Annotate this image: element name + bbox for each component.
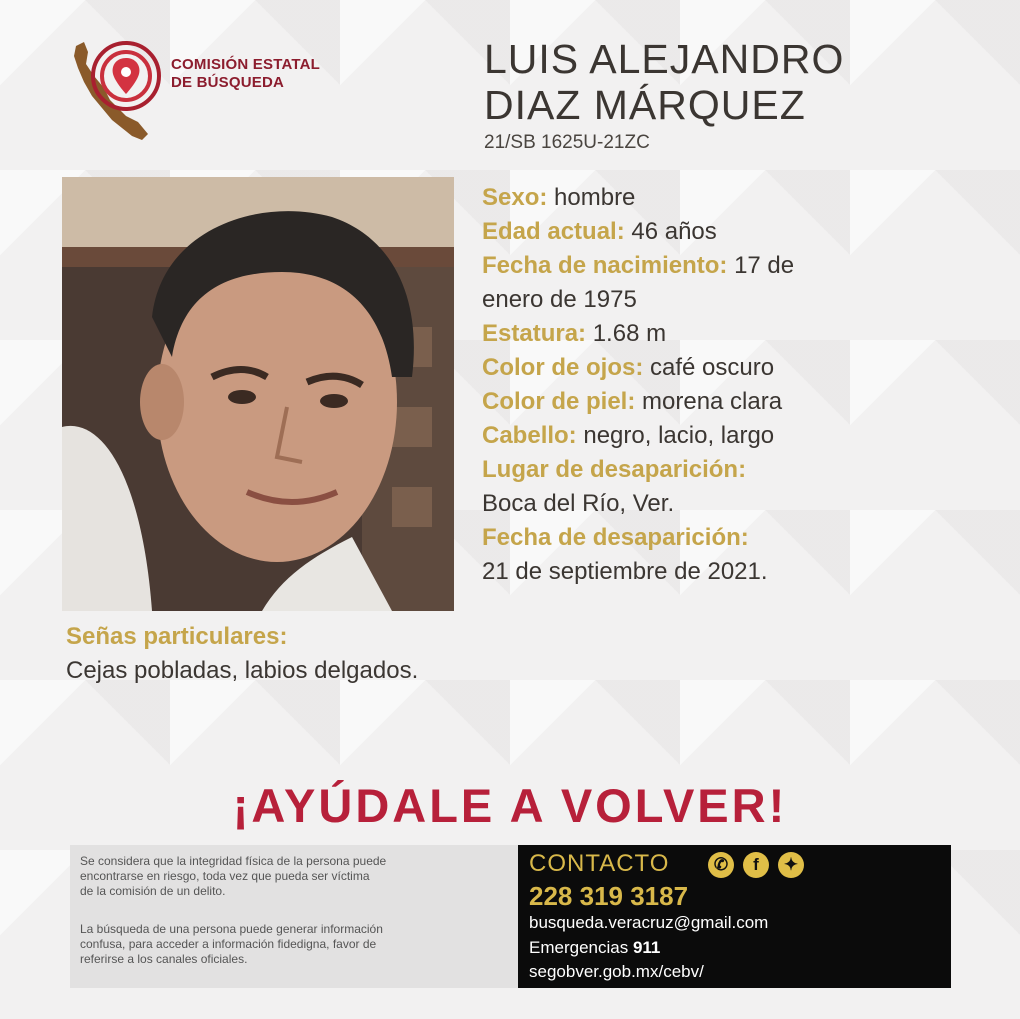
detail-sexo: Sexo: hombre	[482, 184, 636, 211]
contact-email[interactable]: busqueda.veracruz@gmail.com	[529, 913, 769, 932]
contact-box	[518, 845, 951, 988]
veracruz-location-logo	[66, 38, 176, 146]
detail-nacimiento: Fecha de nacimiento: 17 de	[482, 252, 795, 279]
twitter-icon[interactable]: ✦	[778, 852, 804, 878]
organization-name	[171, 56, 320, 92]
detail-piel: Color de piel: morena clara	[482, 388, 783, 415]
detail-lugar-value: Boca del Río, Ver.	[482, 490, 675, 517]
person-name	[484, 36, 1004, 128]
notice-box	[70, 845, 518, 988]
person-photo	[62, 177, 454, 611]
organization-line1: COMISIÓN ESTATAL	[171, 56, 321, 73]
emergency-label: Emergencias	[529, 938, 629, 957]
notice-p2-l2: confusa, para acceder a información fidedigna, favor de	[80, 937, 377, 951]
detail-cabello: Cabello: negro, lacio, largo	[482, 422, 775, 449]
emergency-number[interactable]: 911	[632, 938, 661, 957]
contact-emergency	[529, 938, 660, 958]
distinguishing-marks	[66, 620, 418, 688]
slogan: ¡AYÚDALE A VOLVER!	[232, 779, 788, 832]
detail-lugar-label: Lugar de desaparición:	[482, 456, 747, 483]
notice-p1-l2: encontrarse en riesgo, toda vez que pueda ser víctima	[80, 869, 370, 883]
detail-fecha-label: Fecha de desaparición:	[482, 524, 749, 551]
person-name-line1: LUIS ALEJANDRO	[484, 36, 845, 82]
notice-p2-l3: referirse a los canales oficiales.	[80, 952, 248, 966]
contact-title: CONTACTO	[529, 850, 670, 877]
notice-p1-l1: Se considera que la integridad física de la persona puede	[80, 854, 387, 868]
detail-nacimiento-cont: enero de 1975	[482, 286, 637, 313]
notice-p1-l3: de la comisión de un delito.	[80, 884, 226, 898]
contact-phone[interactable]: 228 319 3187	[529, 881, 689, 911]
detail-fecha-value: 21 de septiembre de 2021.	[482, 558, 768, 585]
facebook-icon[interactable]: f	[743, 852, 769, 878]
person-name-line2: DIAZ MÁRQUEZ	[484, 82, 806, 128]
organization-line2: DE BÚSQUEDA	[171, 74, 285, 91]
case-id: 21/SB 1625U-21ZC	[484, 132, 650, 153]
detail-ojos: Color de ojos: café oscuro	[482, 354, 775, 381]
detail-edad: Edad actual: 46 años	[482, 218, 717, 245]
contact-website[interactable]: segobver.gob.mx/cebv/	[529, 962, 704, 981]
person-details	[482, 181, 902, 589]
detail-estatura: Estatura: 1.68 m	[482, 320, 667, 347]
senas-label: Señas particulares:	[66, 623, 288, 650]
whatsapp-icon[interactable]: ✆	[708, 852, 734, 878]
notice-p2-l1: La búsqueda de una persona puede generar información	[80, 922, 383, 936]
senas-value: Cejas pobladas, labios delgados.	[66, 657, 419, 684]
portrait-illustration	[62, 177, 454, 611]
